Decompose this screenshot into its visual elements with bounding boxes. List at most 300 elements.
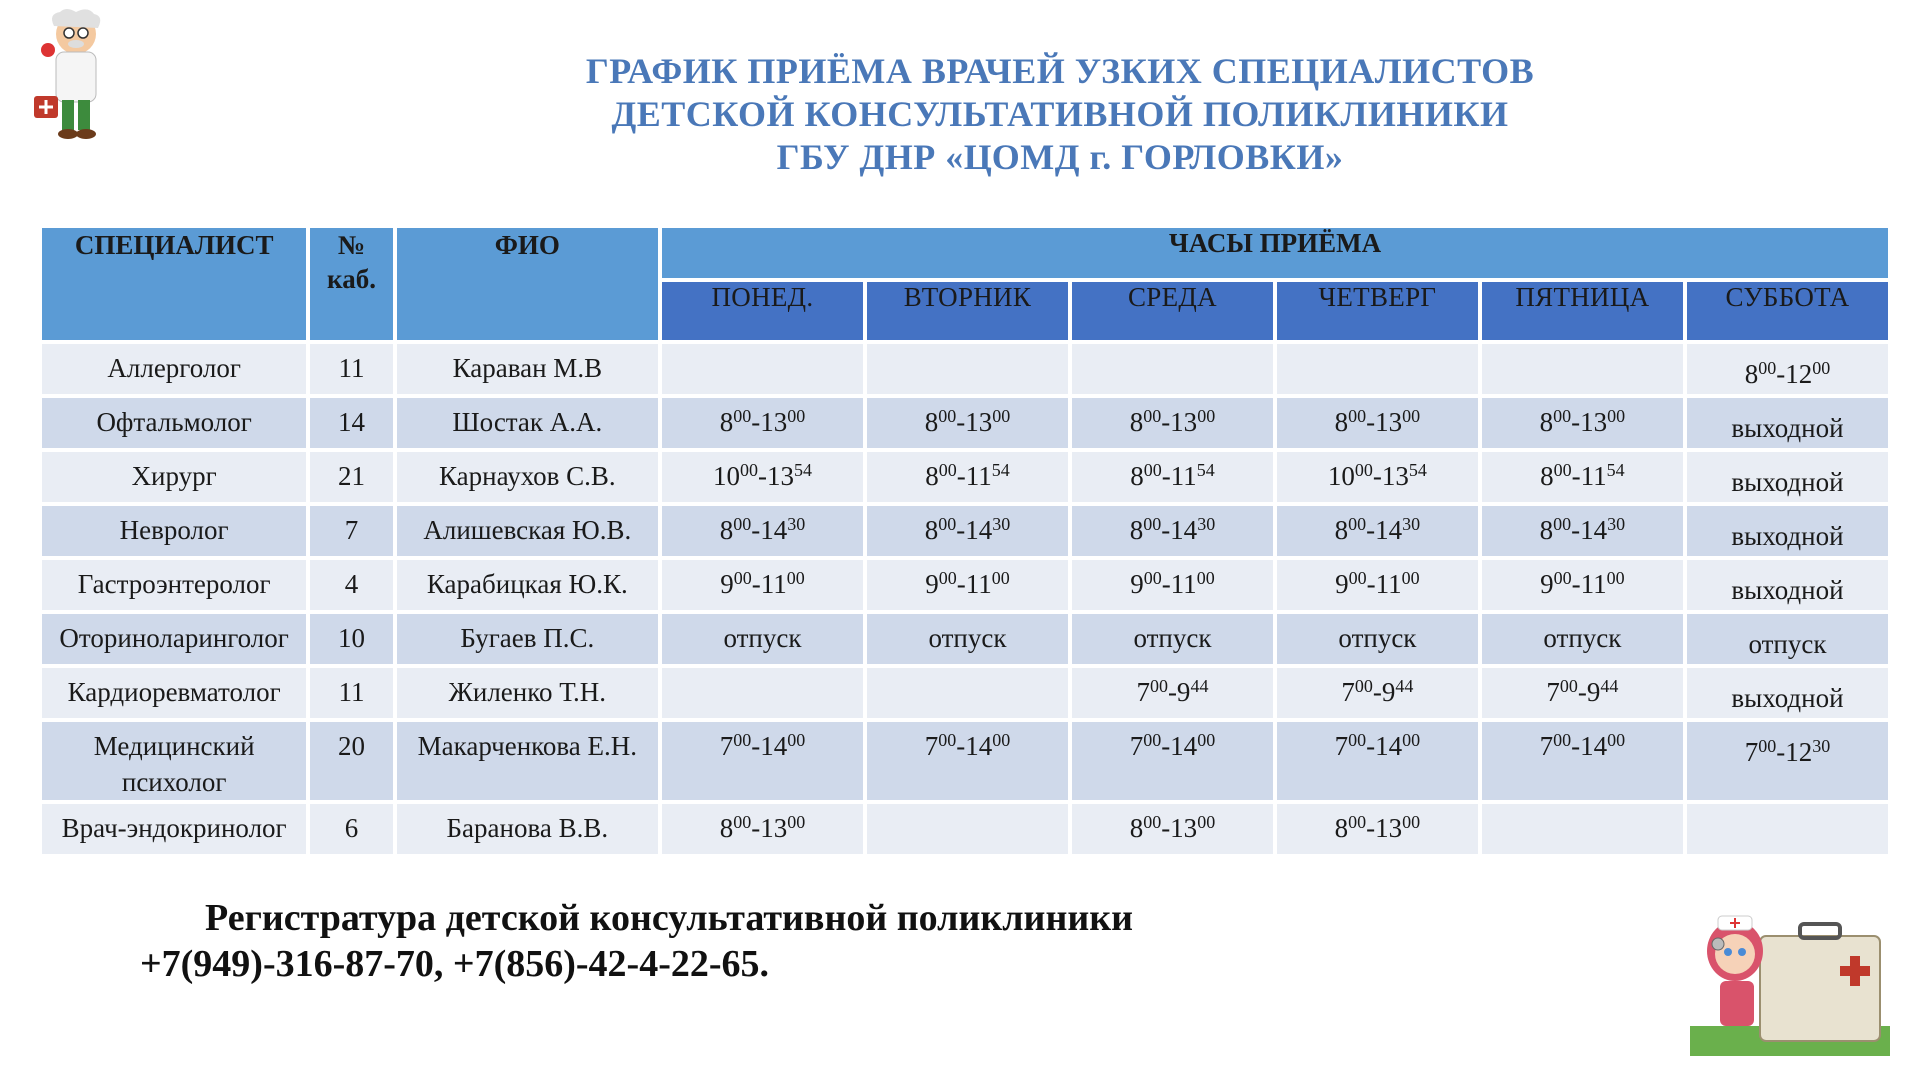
header-day: СУББОТА [1687,282,1888,340]
minute-start: 00 [938,730,957,750]
minute-start: 00 [1354,676,1373,696]
hour-end: -13 [1161,813,1198,843]
minute-end: 00 [787,406,806,426]
hours-value [662,804,863,846]
hours-value [1482,398,1683,440]
hours-value [1072,344,1273,350]
hours-cell [662,344,863,394]
name-cell-text: Карабицкая Ю.К. [426,569,628,599]
hour-start: 7 [1341,677,1355,707]
minute-end: 54 [793,460,812,480]
minute-end: 00 [1197,730,1216,750]
hours-cell [1482,614,1683,664]
specialist-cell [42,614,306,664]
hours-cell [1687,452,1888,502]
header-day: ЧЕТВЕРГ [1277,282,1478,340]
hour-start: 8 [924,515,939,545]
hours-value [1482,722,1683,764]
minute-end: 00 [1197,812,1216,832]
hours-status: отпуск [1543,623,1622,653]
hours-cell [1482,722,1683,800]
hours-value [1687,344,1888,392]
hours-status: выходной [1731,683,1844,713]
hour-start: 8 [1539,407,1554,437]
cabinet-cell [310,614,392,664]
hour-start: 8 [1539,515,1554,545]
hour-end: -11 [956,461,992,491]
minute-start: 00 [1553,568,1572,588]
minute-start: 00 [1559,676,1578,696]
hour-start: 8 [1129,407,1144,437]
hours-value [1277,668,1478,710]
hour-end: -11 [956,569,992,599]
minute-end: 00 [786,568,805,588]
hours-value [1072,668,1273,710]
minute-end: 00 [1607,730,1626,750]
minute-start: 00 [733,812,752,832]
page-title [470,50,1650,179]
minute-end: 30 [787,514,806,534]
minute-start: 00 [938,568,957,588]
cabinet-cell [310,804,392,854]
hour-start: 8 [1334,813,1349,843]
hour-end: -9 [1372,677,1396,707]
hour-start: 7 [1546,677,1560,707]
minute-start: 00 [1553,406,1572,426]
hours-cell [1072,804,1273,854]
hour-end: -13 [757,461,794,491]
header-cabinet-line2: каб. [327,264,376,294]
hours-cell [1482,668,1683,718]
cabinet-cell-text: 11 [338,353,365,383]
minute-end: 54 [1606,460,1625,480]
hour-start: 9 [1335,569,1349,599]
registry-phones: +7(949)-316-87-70, +7(856)-42-4-22-65. [140,943,770,985]
hours-cell [1277,614,1478,664]
hours-cell [662,614,863,664]
hour-start: 9 [925,569,939,599]
specialist-cell [42,804,306,854]
specialist-cell [42,560,306,610]
hour-end: -14 [751,731,788,761]
hours-status: отпуск [1748,629,1827,659]
minute-start: 00 [739,460,758,480]
minute-start: 00 [1758,358,1777,378]
hour-start: 8 [924,407,939,437]
name-cell-text: Бугаев П.С. [460,623,595,653]
hours-cell [867,398,1068,448]
name-cell [397,722,658,800]
minute-end: 54 [1408,460,1427,480]
cabinet-cell [310,722,392,800]
cabinet-cell [310,560,392,610]
hours-cell [1482,398,1683,448]
cabinet-cell-text: 6 [344,813,359,843]
name-cell-text: Баранова В.В. [446,813,609,843]
hours-cell [867,506,1068,556]
hours-value [662,560,863,602]
hours-value [1482,506,1683,548]
specialist-cell [42,722,306,800]
hour-end: -14 [1366,731,1403,761]
minute-start: 00 [938,514,957,534]
name-cell-text: Карнаухов С.В. [439,461,616,491]
minute-start: 00 [1143,568,1162,588]
minute-end: 30 [1402,514,1421,534]
minute-end: 00 [1402,812,1421,832]
hours-cell [1482,506,1683,556]
name-cell [397,398,658,448]
hours-cell [1277,722,1478,800]
minute-start: 00 [733,568,752,588]
minute-end: 54 [1196,460,1215,480]
minute-start: 00 [1143,406,1162,426]
header-day: ВТОРНИК [867,282,1068,340]
hour-end: -13 [1366,813,1403,843]
minute-start: 00 [1143,730,1162,750]
hours-value [1687,804,1888,816]
table-row [42,344,1888,394]
hours-value [1687,614,1888,662]
cabinet-cell [310,398,392,448]
hours-value [1277,614,1478,656]
hours-status: выходной [1731,413,1844,443]
hours-cell [1072,614,1273,664]
hours-cell [1482,344,1683,394]
hours-cell [662,722,863,800]
hours-cell [1277,344,1478,394]
specialist-cell-text: Кардиоревматолог [67,677,281,707]
minute-start: 00 [733,406,752,426]
specialist-cell-text: Оториноларинголог [59,623,289,653]
hours-value [867,344,1068,350]
hour-start: 8 [1129,515,1144,545]
hours-value [662,614,863,656]
hours-cell [1277,398,1478,448]
table-row [42,452,1888,502]
name-cell-text: Макарченкова Е.Н. [417,731,638,761]
hour-start: 8 [1334,407,1349,437]
hours-cell [1072,398,1273,448]
hours-cell [867,722,1068,800]
minute-end: 30 [1607,514,1626,534]
minute-start: 00 [1553,514,1572,534]
hours-cell [1277,668,1478,718]
minute-start: 00 [1143,514,1162,534]
minute-start: 00 [1348,812,1367,832]
cabinet-cell-text: 7 [344,515,359,545]
hours-cell [662,668,863,718]
hours-cell [1277,560,1478,610]
hours-value [1277,344,1478,350]
hour-end: -14 [751,515,788,545]
specialist-cell [42,506,306,556]
hours-value [1482,668,1683,710]
hours-cell [1277,804,1478,854]
hour-end: -14 [1571,515,1608,545]
hour-start: 8 [719,407,734,437]
hours-cell [1072,452,1273,502]
hours-cell [867,668,1068,718]
hours-value [1482,614,1683,656]
hours-value [662,722,863,764]
minute-start: 00 [1348,514,1367,534]
hour-start: 8 [1129,813,1144,843]
hours-value [867,804,1068,810]
hour-end: -12 [1776,359,1813,389]
minute-start: 00 [1348,568,1367,588]
name-cell [397,506,658,556]
table-row [42,560,1888,610]
minute-end: 00 [1197,406,1216,426]
minute-end: 30 [1812,736,1831,756]
schedule-body [42,344,1888,854]
hour-start: 9 [1540,569,1554,599]
minute-start: 00 [938,406,957,426]
hours-value [1687,560,1888,608]
hour-end: -14 [956,731,993,761]
hour-start: 9 [1130,569,1144,599]
name-cell [397,668,658,718]
cabinet-cell-text: 4 [344,569,359,599]
name-cell [397,560,658,610]
minute-end: 00 [991,568,1010,588]
minute-end: 00 [787,730,806,750]
hours-value [867,614,1068,656]
hours-cell [1687,398,1888,448]
hours-cell [867,804,1068,854]
minute-start: 00 [1758,736,1777,756]
name-cell [397,344,658,394]
hour-start: 7 [1129,731,1144,761]
hours-value [662,506,863,548]
hours-value [1277,804,1478,846]
hours-cell [1687,722,1888,800]
header-cabinet [310,228,392,340]
hours-cell [867,344,1068,394]
specialist-cell [42,398,306,448]
specialist-cell [42,452,306,502]
minute-end: 00 [1196,568,1215,588]
hour-end: -14 [1366,515,1403,545]
hour-start: 8 [719,515,734,545]
minute-end: 00 [1402,406,1421,426]
hours-cell [662,452,863,502]
hour-start: 7 [719,731,734,761]
doctor-illustration-icon [26,6,126,146]
hours-value [867,668,1068,674]
hours-value [1072,722,1273,764]
cabinet-cell-text: 14 [338,407,365,437]
table-row [42,722,1888,800]
hours-status: отпуск [1133,623,1212,653]
hour-end: -14 [1161,731,1198,761]
specialist-cell-text: Хирург [131,461,217,491]
minute-start: 00 [1348,406,1367,426]
cabinet-cell-text: 21 [338,461,365,491]
header-day: СРЕДА [1072,282,1273,340]
hours-status: выходной [1731,575,1844,605]
registry-label: Регистратура детской консультативной поликлиники [205,897,1134,939]
hour-start: 10 [712,461,740,491]
hour-end: -13 [956,407,993,437]
hour-start: 7 [1136,677,1150,707]
hours-cell [1072,668,1273,718]
minute-end: 30 [1197,514,1216,534]
hours-value [1482,344,1683,350]
title-line-3: ГБУ ДНР «ЦОМД г. ГОРЛОВКИ» [776,137,1344,177]
hours-value [1277,506,1478,548]
hours-value [1482,804,1683,810]
minute-end: 00 [992,406,1011,426]
hours-cell [1687,506,1888,556]
header-cabinet-line1: № [337,230,366,260]
girl-medkit-illustration-icon [1690,896,1890,1056]
hour-end: -11 [1161,569,1197,599]
hours-status: выходной [1731,521,1844,551]
minute-end: 00 [1812,358,1831,378]
name-cell [397,804,658,854]
minute-end: 44 [1600,676,1619,696]
hour-start: 8 [1334,515,1349,545]
hours-cell [1277,506,1478,556]
hour-start: 8 [1130,461,1144,491]
hour-end: -13 [1366,407,1403,437]
header-hours: ЧАСЫ ПРИЁМА [662,228,1888,278]
cabinet-cell [310,668,392,718]
hours-cell [1482,452,1683,502]
table-row [42,804,1888,854]
hours-cell [1687,668,1888,718]
cabinet-cell [310,344,392,394]
title-line-2: ДЕТСКОЙ КОНСУЛЬТАТИВНОЙ ПОЛИКЛИНИКИ [611,94,1509,134]
minute-end: 44 [1395,676,1414,696]
hours-cell [662,506,863,556]
hours-value [1687,452,1888,500]
registry-info [140,895,1133,987]
minute-end: 54 [991,460,1010,480]
table-row [42,668,1888,718]
minute-end: 00 [1606,568,1625,588]
hours-value [662,668,863,674]
minute-end: 30 [992,514,1011,534]
hours-value [1277,560,1478,602]
header-day: ПЯТНИЦА [1482,282,1683,340]
hours-value [867,560,1068,602]
hours-value [867,398,1068,440]
hours-value [1482,452,1683,494]
hours-status: выходной [1731,467,1844,497]
name-cell [397,452,658,502]
minute-start: 00 [938,460,957,480]
hours-value [1277,452,1478,494]
hour-end: -14 [1571,731,1608,761]
hours-cell [662,804,863,854]
hour-start: 7 [1334,731,1349,761]
hour-end: -13 [1372,461,1409,491]
hours-cell [1482,804,1683,854]
hour-end: -13 [1571,407,1608,437]
minute-start: 00 [1348,730,1367,750]
hours-cell [1072,506,1273,556]
hour-end: -13 [751,813,788,843]
specialist-cell-text: Невролог [119,515,229,545]
hours-cell [867,614,1068,664]
minute-start: 00 [1553,460,1572,480]
minute-start: 00 [733,730,752,750]
name-cell [397,614,658,664]
cabinet-cell-text: 20 [338,731,365,761]
hours-value [662,344,863,350]
name-cell-text: Караван М.В [452,353,603,383]
hours-cell [1687,344,1888,394]
minute-end: 00 [992,730,1011,750]
minute-end: 00 [1402,730,1421,750]
hours-value [1482,560,1683,602]
table-row [42,614,1888,664]
hours-value [1687,506,1888,554]
specialist-cell-text: Медицинский психолог [93,731,255,797]
hours-cell [1072,722,1273,800]
hour-end: -9 [1167,677,1191,707]
hours-cell [1277,452,1478,502]
header-specialist: СПЕЦИАЛИСТ [42,228,306,340]
specialist-cell [42,344,306,394]
hour-start: 10 [1327,461,1355,491]
hour-start: 7 [924,731,939,761]
hours-value [1687,398,1888,446]
specialist-cell [42,668,306,718]
title-line-1: ГРАФИК ПРИЁМА ВРАЧЕЙ УЗКИХ СПЕЦИАЛИСТОВ [585,51,1535,91]
hour-start: 8 [925,461,939,491]
hours-value [1072,804,1273,846]
cabinet-cell [310,452,392,502]
hour-start: 9 [720,569,734,599]
hour-end: -11 [1366,569,1402,599]
hours-value [1277,722,1478,764]
hour-start: 8 [719,813,734,843]
hours-value [867,452,1068,494]
cabinet-cell-text: 10 [338,623,365,653]
hours-value [1687,722,1888,770]
minute-start: 00 [1149,676,1168,696]
header-day: ПОНЕД. [662,282,863,340]
hours-cell [662,560,863,610]
hours-status: отпуск [928,623,1007,653]
hours-cell [867,560,1068,610]
hour-end: -11 [1571,461,1607,491]
specialist-cell-text: Гастроэнтеролог [77,569,271,599]
hour-start: 7 [1744,737,1759,767]
hours-value [1687,668,1888,716]
hours-value [867,506,1068,548]
schedule-table [38,224,1892,858]
hour-end: -13 [751,407,788,437]
minute-end: 44 [1190,676,1209,696]
hour-start: 7 [1539,731,1554,761]
hours-cell [1072,344,1273,394]
hours-cell [1072,560,1273,610]
hours-status: отпуск [1338,623,1417,653]
hour-start: 8 [1744,359,1759,389]
header-name: ФИО [397,228,658,340]
specialist-cell-text: Аллерголог [107,353,241,383]
table-row [42,398,1888,448]
hours-status: отпуск [723,623,802,653]
name-cell-text: Шостак А.А. [452,407,603,437]
hour-start: 8 [1540,461,1554,491]
minute-end: 00 [1607,406,1626,426]
